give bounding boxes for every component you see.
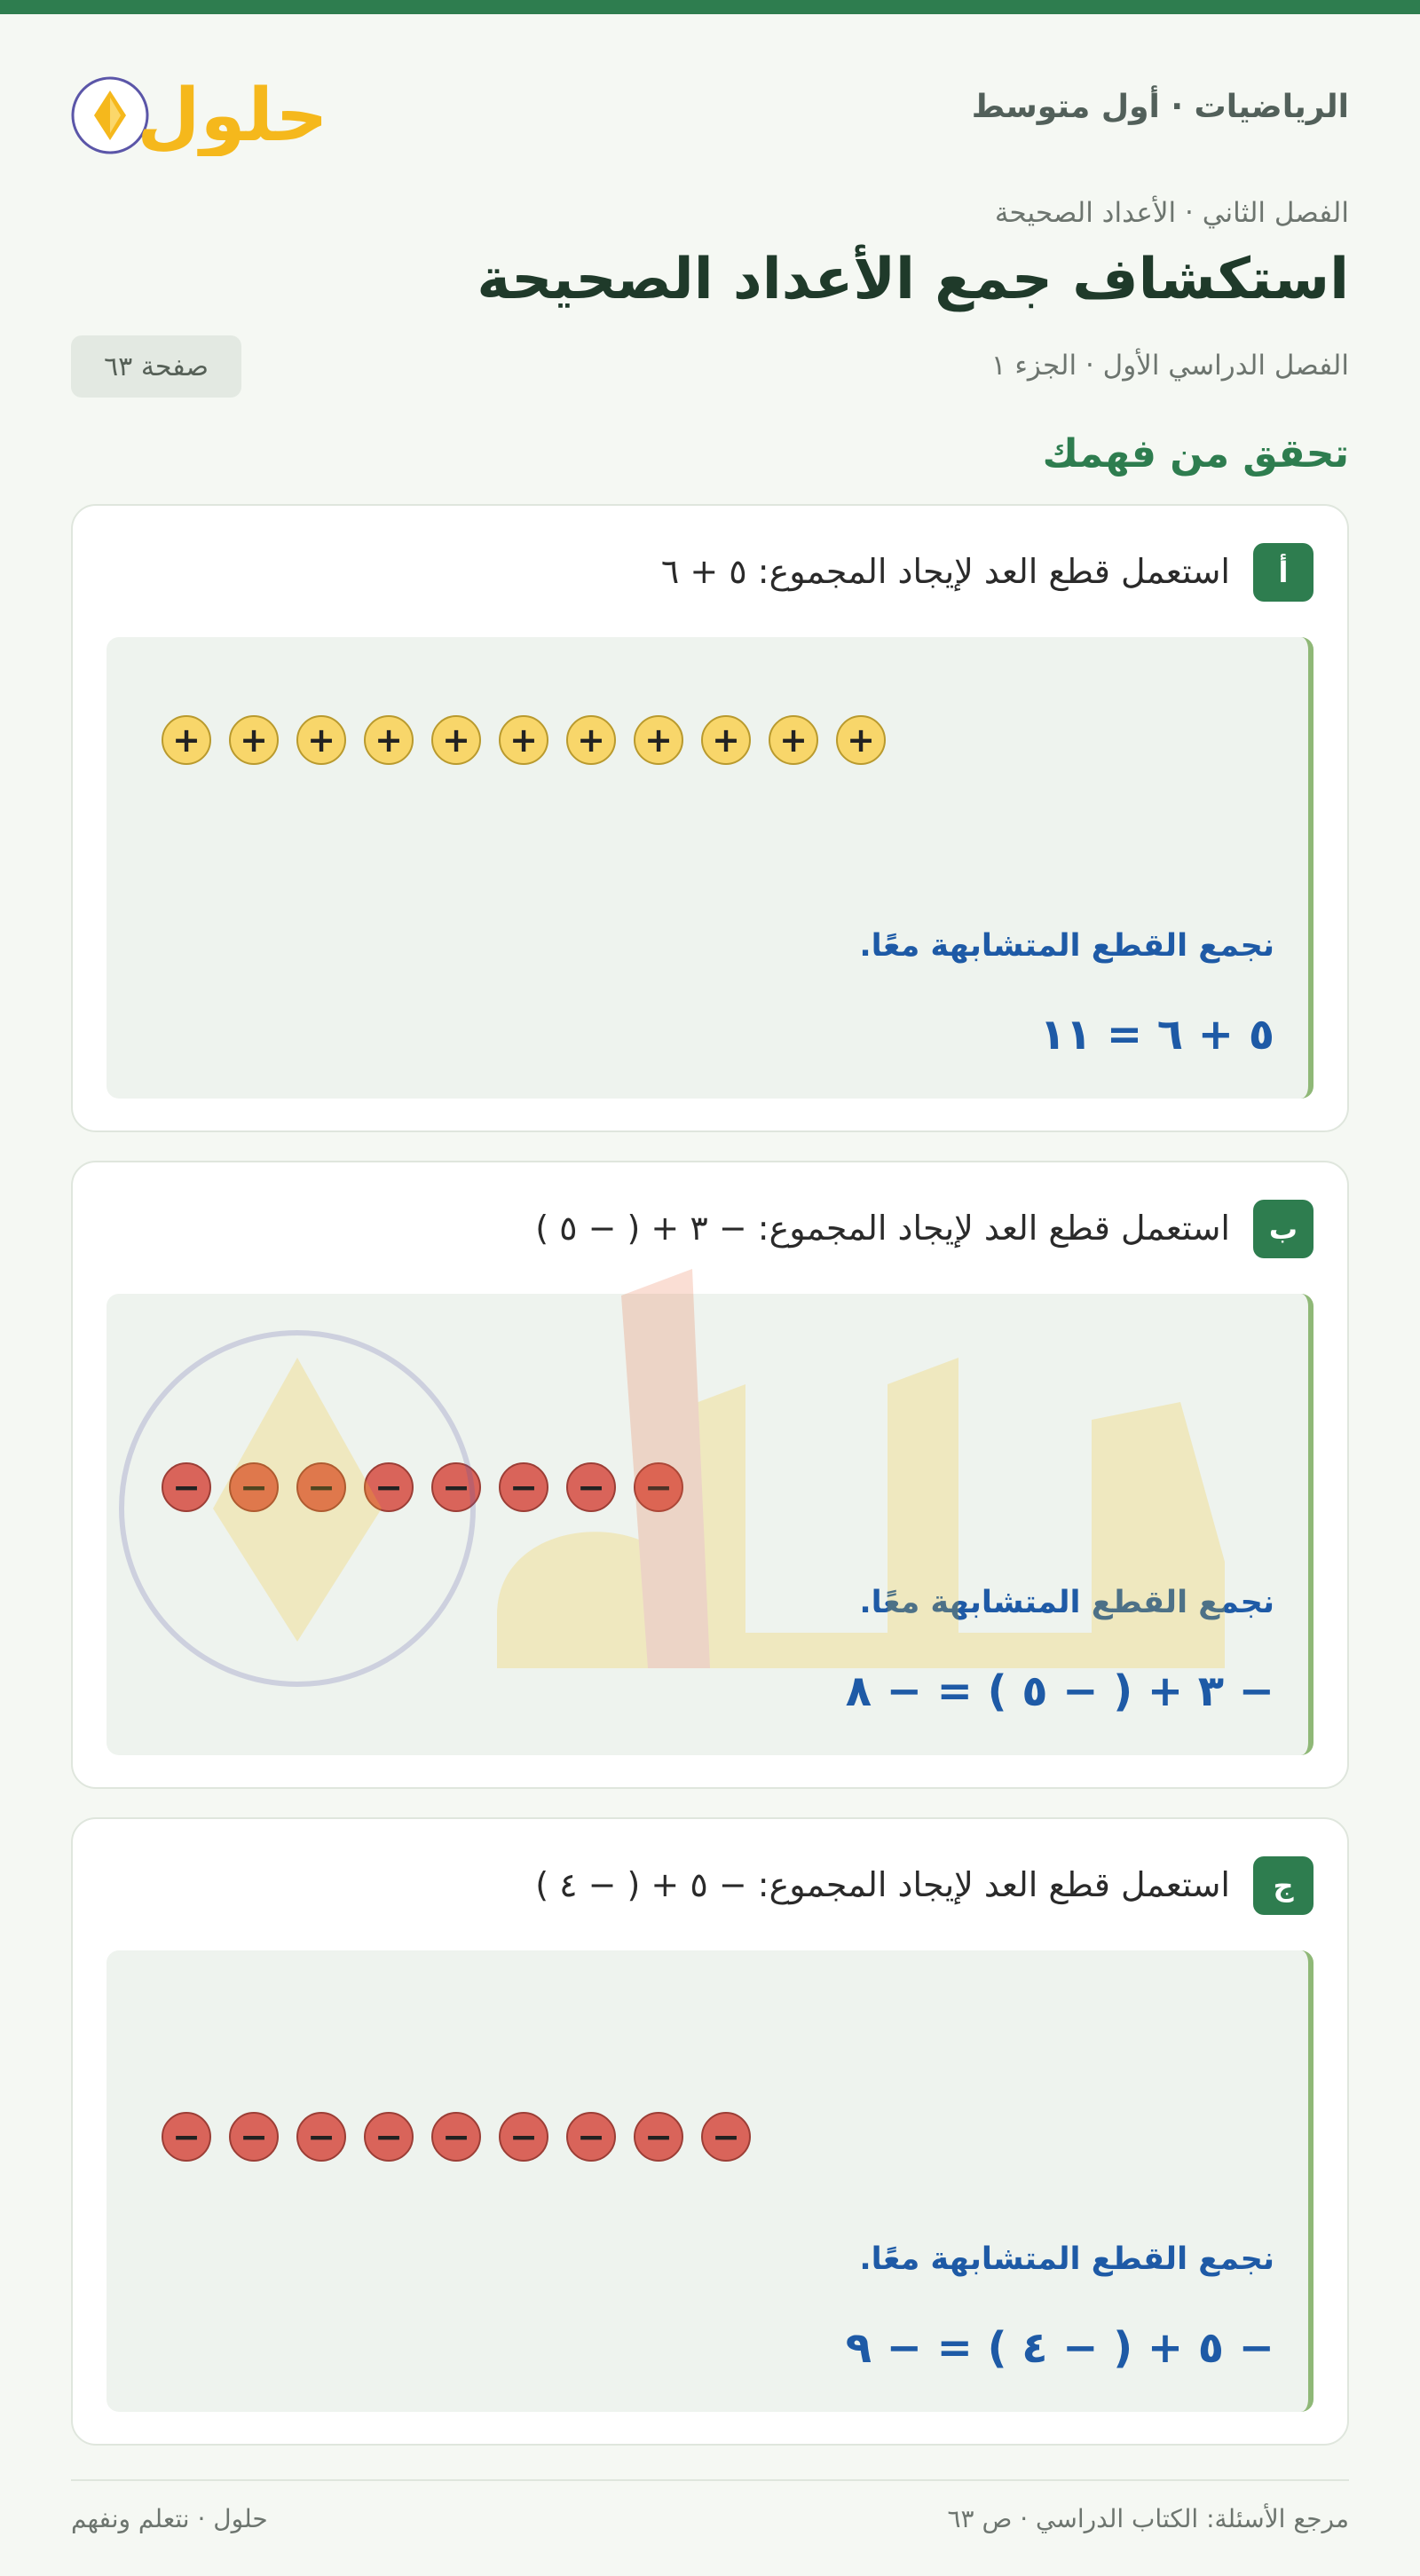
negative-counter: − [701,2112,751,2162]
counter-row [162,1462,683,1512]
question-badge: ب [1253,1200,1314,1258]
negative-counter: − [634,2112,683,2162]
question-card-b [71,1161,1349,1789]
positive-counter: + [499,715,548,765]
solution-note: نجمع القطع المتشابهة معًا. [859,2241,1274,2277]
negative-counter: − [162,2112,211,2162]
negative-counter: − [499,2112,548,2162]
top-accent-bar [0,0,1420,14]
svg-text:حلول: حلول [137,74,328,156]
solution-equation: − ٥ + ( − ٤ ) = − ٩ [845,2323,1274,2373]
page-header [71,59,1349,156]
question-card-a [71,504,1349,1132]
counter-row [162,715,886,765]
question-badge: أ [1253,543,1314,602]
positive-counter: + [566,715,616,765]
counter-panel [106,1294,1314,1755]
logo-icon [71,59,337,156]
term-label: الفصل الدراسي الأول · الجزء ١ [990,350,1349,382]
negative-counter: − [431,2112,481,2162]
question-card-c [71,1817,1349,2446]
negative-counter: − [296,1462,346,1512]
counter-row [162,2112,751,2162]
positive-counter: + [162,715,211,765]
brand-logo [71,59,337,156]
positive-counter: + [364,715,414,765]
positive-counter: + [836,715,886,765]
question-text: استعمل قطع العد لإيجاد المجموع: ٥ + ٦ [660,552,1230,591]
section-title: تحقق من فهمك [1042,431,1349,477]
solution-note: نجمع القطع المتشابهة معًا. [859,1585,1274,1620]
positive-counter: + [431,715,481,765]
negative-counter: − [364,2112,414,2162]
negative-counter: − [634,1462,683,1512]
negative-counter: − [162,1462,211,1512]
footer-divider [71,2479,1349,2481]
question-badge: ج [1253,1856,1314,1915]
negative-counter: − [296,2112,346,2162]
subject-label: الرياضيات · أول متوسط [971,89,1349,125]
question-text: استعمل قطع العد لإيجاد المجموع: − ٣ + ( − ٥ ) [535,1209,1230,1248]
negative-counter: − [566,2112,616,2162]
positive-counter: + [769,715,818,765]
negative-counter: − [431,1462,481,1512]
negative-counter: − [566,1462,616,1512]
negative-counter: − [499,1462,548,1512]
negative-counter: − [229,1462,279,1512]
footer-reference: مرجع الأسئلة: الكتاب الدراسي · ص ٦٣ [947,2504,1349,2533]
page-number-badge: صفحة ٦٣ [71,335,241,398]
counter-panel [106,637,1314,1099]
counter-panel [106,1950,1314,2412]
solution-note: نجمع القطع المتشابهة معًا. [859,928,1274,964]
positive-counter: + [296,715,346,765]
question-text: استعمل قطع العد لإيجاد المجموع: − ٥ + ( − ٤ ) [535,1865,1230,1904]
positive-counter: + [229,715,279,765]
negative-counter: − [229,2112,279,2162]
positive-counter: + [634,715,683,765]
positive-counter: + [701,715,751,765]
solution-equation: ٥ + ٦ = ١١ [1039,1010,1274,1060]
footer-brand: حلول · نتعلم ونفهم [71,2504,268,2533]
negative-counter: − [364,1462,414,1512]
solution-equation: − ٣ + ( − ٥ ) = − ٨ [845,1666,1274,1716]
chapter-label: الفصل الثاني · الأعداد الصحيحة [994,197,1349,229]
page-title: استكشاف جمع الأعداد الصحيحة [477,247,1349,312]
